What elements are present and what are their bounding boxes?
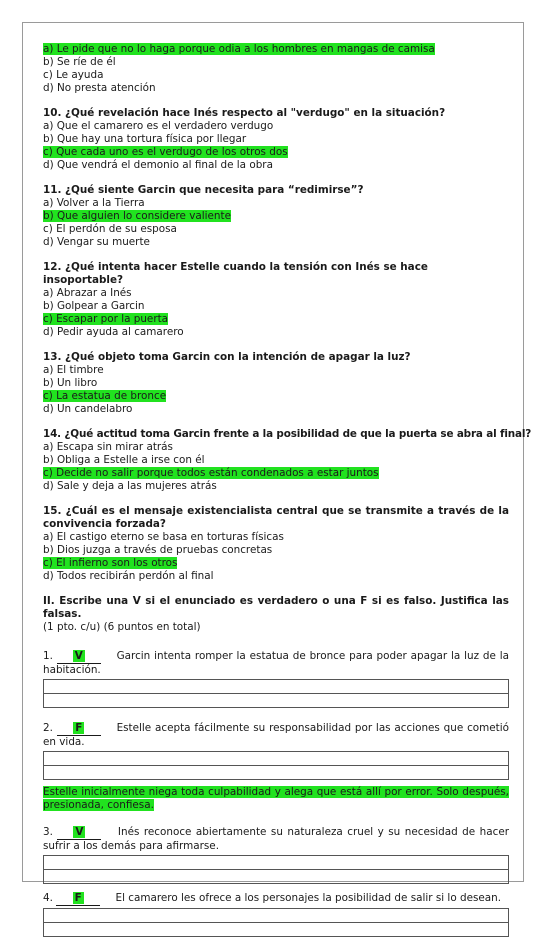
q12-option-a[interactable]: a) Abrazar a Inés — [43, 287, 132, 299]
tf-answer-mark: V — [75, 826, 84, 838]
q15-option-d[interactable]: d) Todos recibirán perdón al final — [43, 570, 214, 582]
q13-option-b[interactable]: b) Un libro — [43, 377, 98, 389]
q13-option-a[interactable]: a) El timbre — [43, 364, 104, 376]
q9-option-b[interactable]: b) Se ríe de él — [43, 56, 116, 68]
q15-question: 15. ¿Cuál es el mensaje existencialista central que se transmite a través de la convivencia forzada? — [43, 505, 509, 530]
section-2-title: II. Escribe una V si el enunciado es verdadero o una F si es falso. Justifica las falsas. — [43, 595, 509, 620]
justification-line[interactable] — [44, 870, 508, 883]
tf-item-4 — [43, 892, 509, 906]
tf-item-number: 4. — [43, 892, 53, 904]
tf-statement: Inés reconoce abiertamente su naturaleza cruel y su necesidad de hacer sufrir a los demás para afirmarse. — [43, 826, 509, 852]
tf-answer-blank[interactable] — [57, 722, 101, 736]
tf-item-3 — [43, 826, 509, 853]
justification-lines-2[interactable] — [43, 751, 509, 780]
q12-question: 12. ¿Qué intenta hacer Estelle cuando la tensión con Inés se hace insoportable? — [43, 261, 428, 286]
q11-option-c[interactable]: c) El perdón de su esposa — [43, 223, 177, 235]
section-2-heading — [43, 595, 509, 634]
q14-option-a[interactable]: a) Escapa sin mirar atrás — [43, 441, 173, 453]
q10-option-b[interactable]: b) Que hay una tortura física por llegar — [43, 133, 247, 145]
tf-statement: Garcin intenta romper la estatua de bronce para poder apagar la luz de la habitación. — [43, 650, 509, 676]
section-2-subtitle: (1 pto. c/u) (6 puntos en total) — [43, 621, 201, 633]
q11-option-d[interactable]: d) Vengar su muerte — [43, 236, 150, 248]
tf-item-1 — [43, 650, 509, 677]
q9-option-a[interactable]: a) Le pide que no lo haga porque odia a los hombres en mangas de camisa — [43, 43, 435, 55]
justification-lines-3[interactable] — [43, 855, 509, 884]
justification-answer-2: Estelle inicialmente niega toda culpabilidad y alega que está allí por error. Solo después, presionada, confiesa. — [43, 786, 509, 811]
q12-option-d[interactable]: d) Pedir ayuda al camarero — [43, 326, 184, 338]
q10-option-c[interactable]: c) Que cada uno es el verdugo de los otros dos — [43, 146, 288, 158]
q11-question: 11. ¿Qué siente Garcin que necesita para “redimirse”? — [43, 184, 364, 196]
tf-item-number: 1. — [43, 650, 53, 662]
q14-option-b[interactable]: b) Obliga a Estelle a irse con él — [43, 454, 205, 466]
q14-option-c[interactable]: c) Decide no salir porque todos están condenados a estar juntos — [43, 467, 379, 479]
tf-item-2 — [43, 722, 509, 749]
q11-option-b[interactable]: b) Que alguien lo considere valiente — [43, 210, 231, 222]
q10-question: 10. ¿Qué revelación hace Inés respecto al "verdugo" en la situación? — [43, 107, 446, 119]
q12-option-c[interactable]: c) Escapar por la puerta — [43, 313, 169, 325]
justification-line[interactable] — [44, 766, 508, 779]
tf-answer-blank[interactable] — [57, 650, 101, 664]
q15-option-c[interactable]: c) El infierno son los otros — [43, 557, 178, 569]
q13-option-c[interactable]: c) La estatua de bronce — [43, 390, 167, 402]
justification-line[interactable] — [44, 923, 508, 936]
worksheet-content — [43, 43, 532, 937]
q10-option-a[interactable]: a) Que el camarero es el verdadero verdugo — [43, 120, 274, 132]
justification-line[interactable] — [44, 752, 508, 766]
justification-lines-4[interactable] — [43, 908, 509, 937]
justification-line[interactable] — [44, 680, 508, 694]
tf-answer-mark: F — [75, 722, 83, 734]
q15-option-b[interactable]: b) Dios juzga a través de pruebas concretas — [43, 544, 273, 556]
justification-lines-1[interactable] — [43, 679, 509, 708]
tf-statement: El camarero les ofrece a los personajes la posibilidad de salir si lo desean. — [115, 892, 502, 904]
justification-line[interactable] — [44, 856, 508, 870]
q12-option-b[interactable]: b) Golpear a Garcin — [43, 300, 145, 312]
q9-option-c[interactable]: c) Le ayuda — [43, 69, 104, 81]
tf-statement: Estelle acepta fácilmente su responsabilidad por las acciones que cometió en vida. — [43, 722, 509, 748]
q9-options — [43, 43, 509, 95]
justification-line[interactable] — [44, 694, 508, 707]
tf-answer-blank[interactable] — [56, 892, 100, 906]
q9-option-d[interactable]: d) No presta atención — [43, 82, 156, 94]
tf-answer-blank[interactable] — [57, 826, 101, 840]
q13-question: 13. ¿Qué objeto toma Garcin con la intención de apagar la luz? — [43, 351, 411, 363]
tf-answer-mark: F — [74, 892, 82, 904]
q13-option-d[interactable]: d) Un candelabro — [43, 403, 133, 415]
q15-option-a[interactable]: a) El castigo eterno se basa en torturas físicas — [43, 531, 284, 543]
justification-line[interactable] — [44, 909, 508, 923]
q10-option-d[interactable]: d) Que vendrá el demonio al final de la obra — [43, 159, 273, 171]
q11-option-a[interactable]: a) Volver a la Tierra — [43, 197, 145, 209]
worksheet-page — [22, 22, 532, 904]
tf-item-number: 2. — [43, 722, 53, 734]
q14-option-d[interactable]: d) Sale y deja a las mujeres atrás — [43, 480, 217, 492]
tf-answer-mark: V — [74, 650, 83, 662]
tf-item-number: 3. — [43, 826, 53, 838]
q14-question: 14. ¿Qué actitud toma Garcin frente a la posibilidad de que la puerta se abra al final? — [43, 428, 532, 440]
